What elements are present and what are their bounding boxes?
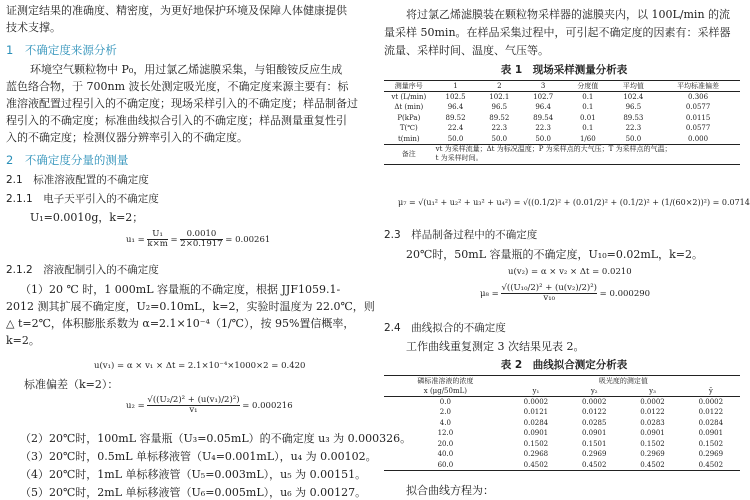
table-cell: 0.0284 [523,418,549,427]
numerator: U₁ [147,230,167,240]
table-cell: 0.2969 [640,450,665,459]
table-cell: 102.1 [489,93,510,101]
table-note-line: vt 为采样流量；Δt 为标况温度；P 为采样点的大气压；T 为采样点的气温； [435,145,672,153]
table-cell: 0.0122 [640,408,665,417]
list-item: （4）20℃时，1mL 单标移液管（U₅=0.003mL），u₅ 为 0.00151。 [20,468,367,481]
table-header-cell: 平均值 [622,82,644,90]
table-cell: 102.7 [533,93,554,101]
eq-result: = 0.000216 [242,401,293,411]
table-cell: 50.0 [447,134,464,143]
table-header-cell: y₃ [649,387,656,395]
table-cell: 0.0002 [698,398,724,406]
table-cell: t(min) [397,134,420,143]
table-cell: 50.0 [535,134,551,143]
table-cell: 0.1502 [523,439,549,448]
table-cell: 20.0 [437,439,454,448]
table-row [384,439,740,450]
table-header-cell: 3 [540,82,546,90]
table-cell: 0.000 [688,134,709,143]
eq-result: = 0.000290 [599,289,651,299]
paragraph-line: 2012 测其扩展不确定度，U₂=0.10mL，k=2，实验时温度为 22.0℃，则 [6,300,375,313]
table-cell: 0.1502 [640,439,665,448]
table-subheader-row [384,386,740,397]
table-row [384,113,740,124]
eq-lhs: μ₈ = [480,289,499,299]
table-header-cell: 1 [453,82,458,90]
list-item: （2）20℃时，100mL 容量瓶（U₃=0.05mL）的不确定度 u₃ 为 0.000326。 [20,432,412,445]
table-header-cell: 吸光度的测定值 [598,377,648,385]
table-row [384,92,740,103]
paragraph-line: 流量、采样时间、温度、气压等。 [384,44,549,57]
intro-line: 技术支撑。 [6,21,61,34]
table-cell: 0.0283 [640,418,665,427]
table-note-row [384,144,740,164]
table-header-row [384,376,740,387]
table-cell: 0.2969 [581,450,607,459]
denominator: v₁ [189,405,198,415]
table-2 [384,375,740,471]
paragraph-line: 20℃时，50mL 容量瓶的不确定度，U₁₀=0.02mL，k=2。 [406,248,703,261]
numerator: 0.0010 [180,230,222,240]
equation-uv1: u(v₁) = α × v₁ × Δt = 2.1×10⁻⁴×1000×2 = 0.420 [94,361,306,371]
eq-lhs: u₂ = [126,401,145,411]
fraction [501,284,597,303]
table-header-cell: 平均标准偏差 [677,82,720,90]
table-cell: 40.0 [437,450,454,459]
table-cell: 0.1 [582,103,594,112]
table-cell: 0.1502 [698,439,724,448]
paragraph-line: 程引入的不确定度；标准曲线拟合引入的不确定度；样品测量重复性引 [6,114,347,127]
table-cell: 89.53 [623,113,644,122]
equation-mu8 [480,284,650,303]
subsection-heading: 2.1.2 溶液配制引入的不确定度 [6,264,159,276]
table-2-caption: 表 2 曲线拟合测定分析表 [500,359,628,371]
numerator: √((U₁₀/2)² + (u(v₂)/2)²) [501,283,597,293]
table-header-cell: y₁ [532,387,540,395]
table-cell: 96.4 [447,103,464,112]
paragraph-line: 将过氯乙烯滤膜装在颗粒物采样器的滤膜夹内，以 100L/min 的流 [406,8,731,21]
table-row [384,102,740,113]
table-cell: 102.4 [623,93,644,101]
numerator: √((U₂/2)² + (u(v₁)/2)²) [147,395,240,405]
table-1 [384,80,740,165]
table-cell: 0.4502 [581,460,607,469]
paragraph-line: 拟合曲线方程为： [406,484,494,497]
equation-u2 [126,396,293,415]
table-header-cell: 分度值 [577,82,599,90]
intro-line: 证测定结果的准确度、精密度，为更好地保护环境及保障人体健康提供 [6,4,347,17]
table-1-caption: 表 1 现场采样测量分析表 [500,64,628,76]
subsection-heading: 2.1.1 电子天平引入的不确定度 [6,193,159,205]
table-cell: 89.52 [489,113,510,122]
equation-u1 [126,230,270,249]
table-header-cell: 磷标准溶液的浓度 [417,377,474,385]
paragraph-line: 工作曲线重复测定 3 次结果见表 2。 [406,340,585,353]
table-cell: 0.0577 [685,103,711,112]
equation-uv2: u(v₂) = α × v₂ × Δt = 0.0210 [508,267,632,277]
section-1-title: 1 不确定度来源分析 [6,43,117,57]
table-cell: 50.0 [491,134,508,143]
table-row [384,407,740,418]
table-cell: 50.0 [625,134,642,143]
eq-lhs: u₁ = [126,235,145,245]
table-cell: 0.4502 [698,460,724,469]
table-cell: 0.0115 [685,113,711,122]
eq-result: = 0.00261 [225,235,271,245]
table-cell: 0.0122 [698,408,724,417]
table-cell: 22.4 [447,124,464,133]
table-cell: 0.0284 [698,418,724,427]
table-cell: 0.01 [580,113,596,122]
table-row [384,134,740,145]
denominator: 2×0.1917 [180,239,223,249]
table-cell: P(kPa) [397,113,421,122]
table-header-cell: ȳ [708,387,713,395]
eq-sign: = [170,235,178,245]
table-cell: 1/60 [579,134,596,143]
table-cell: 0.0901 [581,429,607,438]
table-cell: 0.0002 [640,398,665,406]
table-cell: 22.3 [625,124,642,133]
table-cell: 0.0901 [523,429,549,438]
subsection-heading: 2.3 样品制备过程中的不确定度 [384,229,538,241]
table-cell: 89.54 [533,113,554,122]
table-header-cell: 测量序号 [394,82,423,90]
table-cell: 12.0 [437,429,454,438]
table-cell: 0.0901 [698,429,724,438]
paragraph-line: 量采样 50min。在样品采集过程中，可引起不确定度的因素有：采样器 [384,26,731,39]
table-cell: 0.0577 [685,124,711,133]
table-cell: 0.4502 [640,460,665,469]
table-cell: 2.0 [439,408,451,417]
table-cell: 0.2968 [523,450,549,459]
fraction [147,396,239,415]
list-item: （3）20℃时，0.5mL 单标移液管（U₄=0.001mL），u₄ 为 0.00102。 [20,450,377,463]
table-cell: 0.0002 [523,398,549,406]
table-header-row [384,81,740,92]
table-cell: 0.1501 [581,439,607,448]
table-cell: 0.306 [688,93,709,101]
list-item: （5）20℃时，2mL 单标移液管（U₆=0.005mL），u₆ 为 0.00127。 [20,486,367,499]
table-header-cell: y₂ [590,387,598,395]
paragraph-line: △ t=2℃，体积膨胀系数为 α=2.1×10⁻⁴（1/℃），按 95%置信概率， [6,317,355,330]
table-cell: vt (L/min) [391,93,427,101]
paragraph-line: （1）20 ℃ 时，1 000mL 容量瓶的不确定度，根据 JJF1059.1- [20,283,341,296]
table-header-cell: x (μg/50mL) [423,387,467,395]
table-cell: T(℃) [399,124,418,133]
table-cell: 96.4 [535,103,551,112]
table-header-cell: 2 [497,82,502,90]
table-cell: 22.3 [535,124,551,133]
table-cell: 89.52 [445,113,466,122]
denominator: v₁₀ [543,293,556,303]
table-row [384,449,740,460]
paragraph-line: 准溶液配置过程引入的不确定度；现场采样引入的不确定度；样品制备过 [6,97,358,110]
table-cell: 0.2969 [698,450,724,459]
table-cell: 0.1 [582,124,594,133]
table-cell: 0.4502 [523,460,549,469]
table-cell: 60.0 [437,460,454,469]
table-cell: 0.0 [439,398,451,406]
table-cell: 0.0122 [581,408,607,417]
table-row [384,418,740,429]
section-2-title: 2 不确定度分量的测量 [6,153,129,167]
table-cell: 0.0901 [640,429,665,438]
paragraph-line: k=2。 [6,334,40,347]
table-cell: Δt (min) [394,103,424,112]
table-note [434,144,740,164]
subsection-heading: 2.4 曲线拟合的不确定度 [384,322,506,334]
denominator: k×m [147,239,168,249]
table-cell: 4.0 [439,418,451,427]
fraction [147,230,167,249]
value-line: U₁=0.0010g，k=2； [30,211,144,224]
table-cell: 22.3 [491,124,508,133]
table-cell: 96.5 [491,103,508,112]
table-row [384,460,740,471]
subsection-heading: 2.1 标准溶液配置的不确定度 [6,174,149,186]
table-cell: 0.0285 [581,418,607,427]
table-row [384,428,740,439]
table-cell: 96.5 [625,103,642,112]
table-row [384,123,740,134]
fraction [180,230,222,249]
table-note-label: 备注 [401,150,416,158]
table-cell: 0.0002 [581,398,607,406]
paragraph-line: 入的不确定度；检测仪器分辨率引入的不确定度。 [6,131,248,144]
std-dev-label: 标准偏差（k=2）： [24,378,119,391]
table-note-line: t 为采样时间。 [435,154,483,162]
table-cell: 102.5 [445,93,466,101]
table-cell: 0.0121 [523,408,549,417]
paragraph-line: 蓝色络合物，于 700nm 波长处测定吸光度，不确定度来源主要有：标 [6,80,349,93]
table-row [384,397,740,408]
equation-mu7: μ₇ = √(u₁² + u₂² + u₃² + u₄²) = √((0.1/2)² + (0.01/2)² + (0.1/2)² + (1/(60×2))²) = 0.0714 [398,198,750,207]
paragraph-line: 环境空气颗粒物中 P₀，用过氯乙烯滤膜采集，与钼酸铵反应生成 [30,63,343,76]
table-cell: 0.1 [582,93,594,101]
